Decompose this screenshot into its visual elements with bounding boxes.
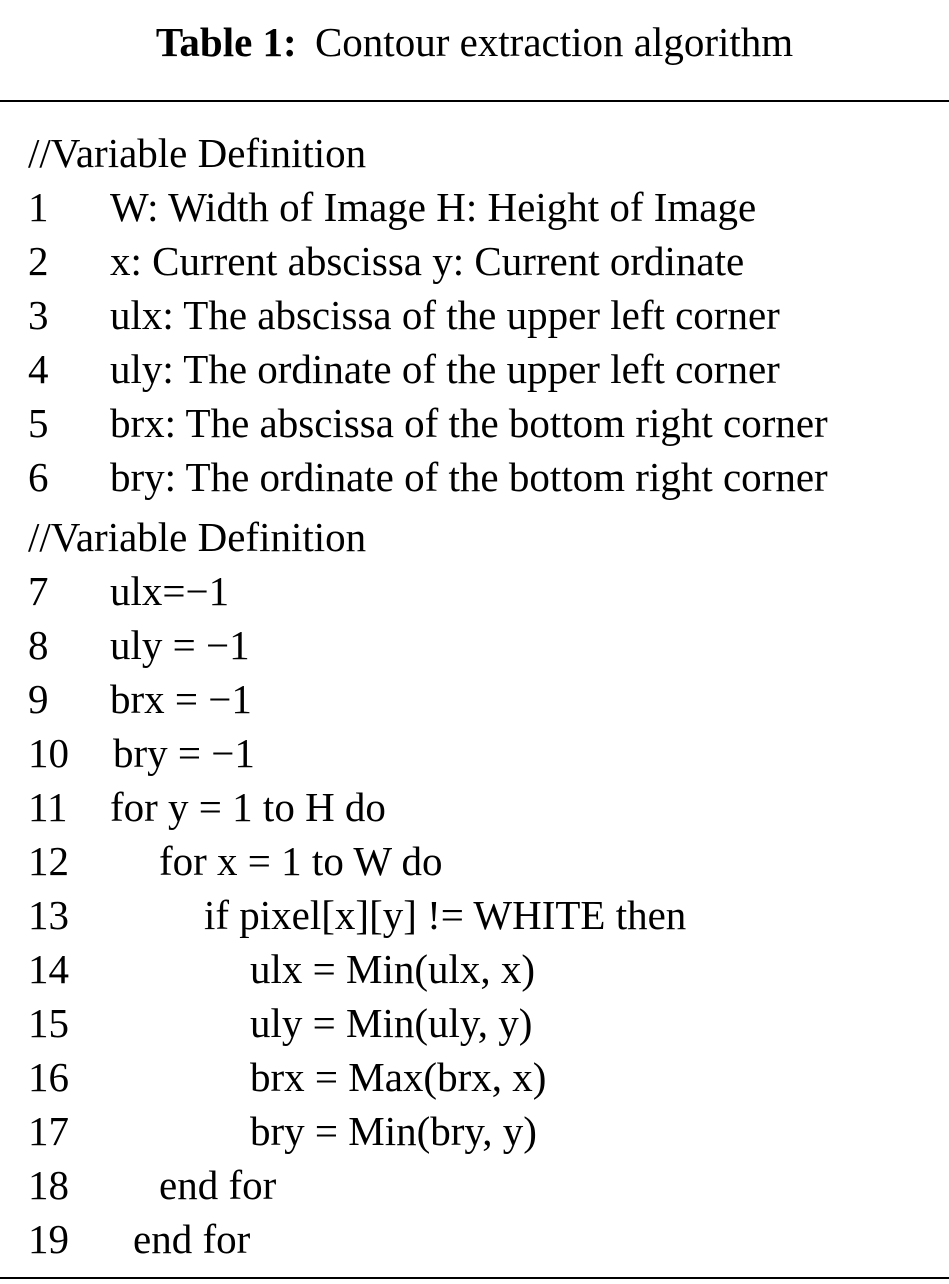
line-text: bry = −1 <box>113 730 255 776</box>
code-line <box>28 618 366 672</box>
line-text: uly = −1 <box>110 622 250 668</box>
algorithm-section <box>28 510 687 1266</box>
line-number: 2 <box>28 238 49 284</box>
code-line <box>28 1104 537 1158</box>
line-number: 8 <box>28 622 49 668</box>
code-line <box>28 450 828 504</box>
code-line <box>28 942 536 996</box>
code-line <box>28 1158 366 1212</box>
line-number: 16 <box>28 1054 69 1100</box>
code-line <box>28 834 443 888</box>
line-text: brx: The abscissa of the bottom right corner <box>110 400 828 446</box>
line-text: if pixel[x][y] != WHITE then <box>204 892 687 938</box>
code-line <box>28 288 780 342</box>
code-line <box>28 1050 547 1104</box>
bottom-rule <box>0 1277 949 1279</box>
line-text: for x = 1 to W do <box>159 838 443 884</box>
line-text: W: Width of Image H: Height of Image <box>110 184 757 230</box>
line-number: 14 <box>28 946 69 992</box>
line-text: brx = Max(brx, x) <box>250 1054 547 1100</box>
line-number: 1 <box>28 184 49 230</box>
code-line <box>28 996 533 1050</box>
definitions-section <box>28 126 828 500</box>
code-line <box>28 1212 366 1266</box>
code-line <box>28 180 757 234</box>
line-text: for y = 1 to H do <box>110 784 386 830</box>
code-line <box>28 672 366 726</box>
line-text: uly = Min(uly, y) <box>250 1000 533 1046</box>
code-line <box>28 234 745 288</box>
line-text: uly: The ordinate of the upper left corner <box>110 346 780 392</box>
line-number: 10 <box>28 730 69 776</box>
line-number: 18 <box>28 1162 69 1208</box>
line-number: 4 <box>28 346 49 392</box>
line-text: ulx: The abscissa of the upper left corner <box>110 292 780 338</box>
table-title: Contour extraction algorithm <box>314 19 794 65</box>
line-text: ulx=−1 <box>110 568 230 614</box>
table-label: Table 1: <box>155 19 297 65</box>
line-text: x: Current abscissa y: Current ordinate <box>110 238 745 284</box>
line-number: 11 <box>28 784 68 830</box>
line-text: end for <box>159 1162 277 1208</box>
line-number: 12 <box>28 838 69 884</box>
line-number: 17 <box>28 1108 69 1154</box>
top-rule <box>0 100 949 102</box>
table-caption <box>0 16 949 68</box>
line-text: brx = −1 <box>110 676 252 722</box>
line-number: 9 <box>28 676 49 722</box>
code-line <box>28 726 366 780</box>
definitions-header: //Variable Definition <box>28 130 367 176</box>
code-line <box>28 888 687 942</box>
line-number: 5 <box>28 400 49 446</box>
line-number: 3 <box>28 292 49 338</box>
line-number: 19 <box>28 1216 69 1262</box>
line-text: bry: The ordinate of the bottom right corner <box>110 454 828 500</box>
line-text: end for <box>133 1216 251 1262</box>
code-line <box>28 342 780 396</box>
line-text: bry = Min(bry, y) <box>250 1108 537 1154</box>
line-number: 7 <box>28 568 49 614</box>
algorithm-header: //Variable Definition <box>28 514 367 560</box>
code-line <box>28 396 828 450</box>
code-line <box>28 780 386 834</box>
code-line <box>28 564 366 618</box>
line-text: ulx = Min(ulx, x) <box>250 946 536 992</box>
line-number: 13 <box>28 892 69 938</box>
line-number: 15 <box>28 1000 69 1046</box>
line-number: 6 <box>28 454 49 500</box>
